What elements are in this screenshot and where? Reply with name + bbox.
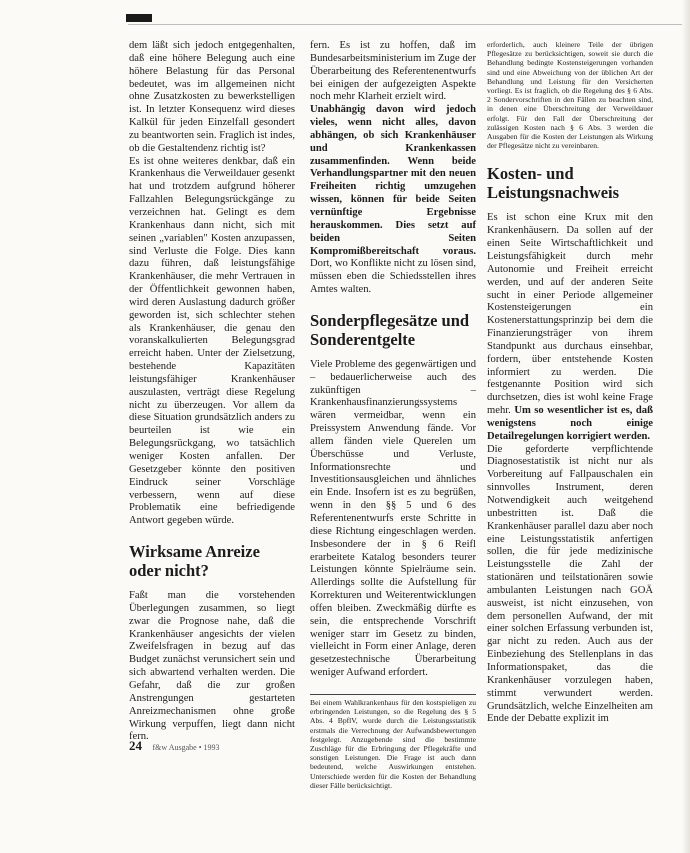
paragraph: Faßt man die vorstehenden Überlegungen zusammen, so liegt zwar die Prognose nahe, daß die Krankenhäuser angesichts der vielen Zweifelsfragen in bezug auf das Budget zunächst verunsichert sein und sich abwartend verhalten werden. Die Gefahr, daß die zur großen Anstrengungen gestarteten Anreizmechanismen ohne große Wirkung verpuffen, liegt dann nicht fern.	[129, 590, 295, 743]
section-heading: Wirksame Anreize oder nicht?	[129, 542, 260, 581]
paragraph: Es ist ohne weiteres denkbar, daß ein Krankenhaus die Verweildauer gesenkt hat und trotzdem aufgrund höherer Fallzahlen Belegungsrückgänge zu verzeichnen hat. Gelingt es dem Krankenhaus dann nicht, sich mit seinen „variablen" Kosten anzupassen, sind Verluste die Folge. Dies kann dazu führen, daß leistungsfähige Krankenhäuser, die mehr Vertrauen in der Öffentlichkeit gewonnen haben, wird deren Auslastung dadurch größer geworden ist, sich schlechter stehen als Krankenhäuser, die genau den voranskalkulierten Belegungsgrad erreicht haben. Unter der Zielsetzung, bestehende Kapazitäten leistungsfähiger Krankenhäuser auszulasten, verträgt diese Regelung nicht zu überzeugen. Vor allem da diese Situation grundsätzlich anders zu beurteilen ist wie ein Belegungsrückgang, wo tatsächlich weniger Kosten anfallen. Der Gesetzgeber könnte den positiven Eindruck seiner Vorschläge verbessern, wenn auf diese Problematik eine befriedigende Antwort gegeben würde.	[129, 155, 295, 527]
column-2	[310, 40, 476, 790]
header-rule	[128, 24, 684, 25]
paragraph	[487, 212, 653, 443]
paragraph: Die geforderte verpflichtende Diagnosestatistik ist nicht nur als Vorbereitung auf Fallpauschalen ein sinnvolles Instrument, deren Notwendigkeit auch weitgehend unbestritten ist. Daß die Krankenhäuser parallel dazu aber noch eine Leistungsstatistik anfertigen sollen, die für jede medizinische Leistungsstelle die Zahl der stationären und teilstationären sowie ambulanten Leistungen nach GOÄ ausweist, ist nicht einzusehen, von dem personellen Aufwand, der mit einer solchen Erfassung verbunden ist, gar nicht zu reden. Auch aus der Einbeziehung des Stellenplans in das Informationspaket, das die Krankenhäuser vorzulegen haben, stimmt verwundert werden. Grundsätzlich, welche Einzelheiten am Ende der Debatte explizit im	[487, 443, 653, 725]
section-heading: Kosten- und Leistungsnachweis	[487, 164, 620, 203]
small-print: erforderlich, auch kleinere Teile der übrigen Pflegesätze zu berücksichtigen, soweit sie durch die Behandlung bedingte Kostensteigerungen vorhanden sind und eine Abweichung von der üblichen Art der Behandlung und Leistung für den Versicherten vorliegt. Es ist fraglich, ob die Regelung des § 6 Abs. 2 Sondervorschriften in den Fällen zu beachten sind, in denen eine Überschreitung der Verweildauer erfolgt. Für den Fall der Überschreitung der zulässigen Kosten nach § 6 Abs. 3 werden die Ausgaben für die Kosten der Leistungen als Wirkung der Pflegesätze nicht zu vereinbaren.	[487, 40, 653, 151]
page-number: 24	[129, 738, 142, 753]
footnote: Bei einem Wahlkrankenhaus für den kostspieligen zu erbringenden Leistungen, so die Regelung des § 5 Abs. 4 BpflV, wurde durch die Leistungsstatistik erstmals die Verrechnung der Aufwandsbewertungen festgelegt. Anzugebende sind die bestimmte Zuschläge für die Erbringung der Pflegekräfte und sonstigen Leistungen. Die Frage ist auch dann bedeutend, welche Auswirkungen entstehen. Unterschiede werden für die Kosten der Behandlung dieser Fälle berücksichtigt.	[310, 694, 476, 790]
page-edge-shadow	[682, 0, 690, 853]
paragraph: Viele Probleme des gegenwärtigen und – bedauerlicherweise auch des zukünftigen – Krankenhausfinanzierungssystems wären vermeidbar, wenn ein Preissystem Anwendung fände. Vor allem fänden viele Querelen um Überschüsse und Verluste, Informationsrechte und Investitionsausgleichen und ähnliches ein Ende. Insofern ist es zu begrüßen, wenn in den §§ 5 und 6 des Referentenentwurfs erste Schritte in diese Richtung eingeschlagen werden. Insbesondere der in § 6 Reifl erarbeitete Katalog besonders teurer Leistungen könnte Spielräume sein. Allerdings sollte die Aufstellung für Korrekturen und Weiterentwicklungen offen bleiben. Zweckmäßig dürfte es sein, die entsprechende Vorschrift weniger starr im Gesetz zu binden, vielleicht in Form einer Anlage, deren gesetzestechnische Überarbeitung weniger Aufwand erfordert.	[310, 358, 476, 679]
paragraph-bold	[310, 104, 476, 297]
paragraph: dem läßt sich jedoch entgegenhalten, daß eine höhere Belegung auch eine höhere Belastung für das Personal bedeutet, was im allgemeinen nicht ohne Zusatzkosten zu bewerkstelligen ist. In letzter Konsequenz wird dieses Kalkül für jeden Einzelfall gesondert zu beantworten sein. Fraglich ist indes, ob die Gestaltendenz richtig ist?	[129, 40, 295, 154]
journal-name: f&w Ausgabe • 1993	[152, 743, 220, 752]
page-header	[0, 0, 690, 34]
bold-text: Unabhängig davon wird jedoch vieles, wenn nicht alles, davon abhängen, ob sich Krankenhäuser und Krankenkassen zusammenfinden. Wenn beide Verhandlungspartner mit den neuen Freiheiten richtig umzugehen wissen, können für beide Seiten vernünftige Ergebnisse herauskommen. Dies setzt auf beiden Seiten Kompromißbereitschaft voraus.	[310, 104, 476, 257]
paragraph-text: Dort, wo Konflikte nicht zu lösen sind, müssen eben die Schiedsstellen ihres Amtes walten.	[310, 258, 476, 296]
column-1	[129, 40, 295, 744]
section-heading: Sonderpflegesätze und Sonderentgelte	[310, 310, 470, 349]
column-3	[487, 40, 653, 726]
paragraph: fern. Es ist zu hoffen, daß im Bundesarbeitsministerium im Zuge der Überarbeitung des Referentenentwurfs bei einigen der aufgezeigten Aspekte noch mehr Klarheit erzielt wird.	[310, 40, 476, 103]
header-marker	[126, 14, 152, 22]
bold-text: Um so wesentlicher ist es, daß wenigstens noch einige Detailregelungen korrigiert werden.	[487, 405, 653, 442]
paragraph-text: Es ist schon eine Krux mit den Krankenhäusern. Da sollen auf der einen Seite Wirtschaftlichkeit und Leistungsfähigkeit durch mehr Autonomie und Freiheit erreicht werden, und auf der anderen Seite sucht in einer Periode allgemeiner Kostensteigerungen ein Kostenerstattungsprinzip bei dem die Finanzierungsträger von ihrem Standpunkt aus durchaus einsehbar, fordern, über entstehende Kosten informiert zu werden. Die festgenannte Position wird sich durchsetzen, dies ist wohl keine Frage mehr.	[487, 212, 653, 417]
page-footer	[129, 738, 295, 754]
